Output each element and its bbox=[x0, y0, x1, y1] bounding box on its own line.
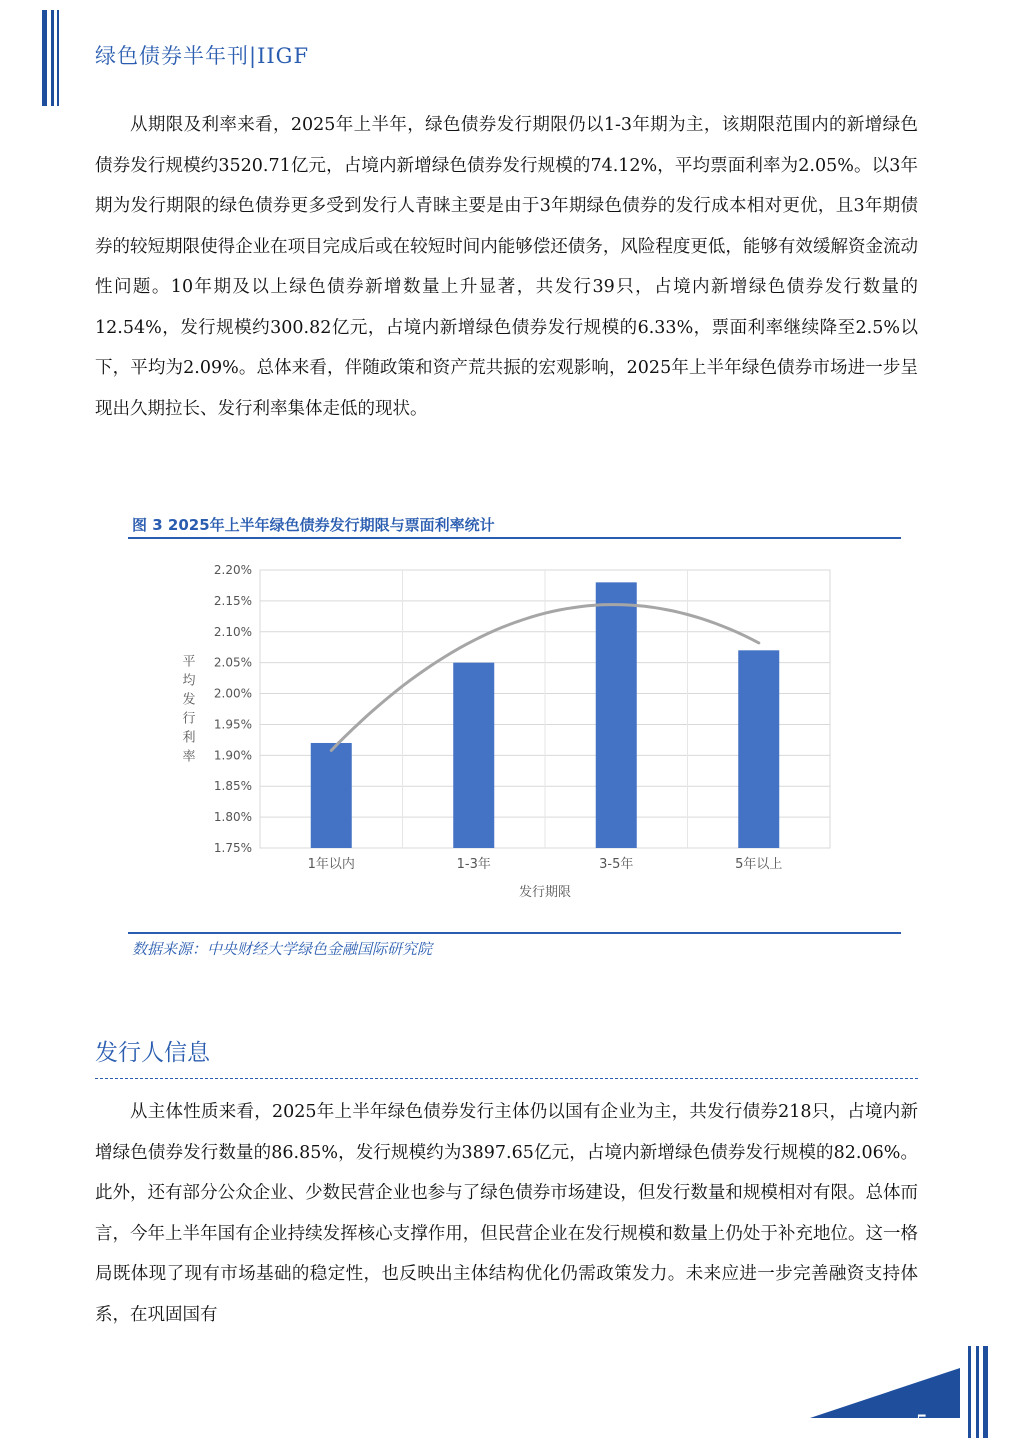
y-tick-label: 2.05% bbox=[213, 655, 252, 670]
paragraph-issuer-nature: 从主体性质来看，2025年上半年绿色债券发行主体仍以国有企业为主，共发行债券218只，占境内新增绿色债券发行数量的86.85%，发行规模约为3897.65亿元，占境内新增绿色债券发行规模的82.06%。此外，还有部分公众企业、少数民营企业也参与了绿色债券市场建设，但发行数量和规模相对有限。总体而言，今年上半年国有企业持续发挥核心支撑作用，但民营企业在发行规模和数量上仍处于补充地位。这一格局既体现了现有市场基础的稳定性，也反映出主体结构优化仍需政策发力。未来应进一步完善融资支持体系，在巩固国有 bbox=[95, 1102, 918, 1325]
y-tick-label: 2.00% bbox=[213, 686, 252, 701]
bar-2 bbox=[453, 663, 494, 848]
section-title: 发行人信息 bbox=[95, 1040, 210, 1066]
y-tick-label: 1.80% bbox=[213, 810, 252, 825]
bar-chart bbox=[160, 556, 850, 916]
running-header-title: 绿色债券半年刊|IIGF bbox=[95, 44, 310, 68]
y-tick-label: 1.90% bbox=[213, 748, 252, 763]
y-tick-label: 2.10% bbox=[213, 624, 252, 639]
paragraph-term-and-rate: 从期限及利率来看，2025年上半年，绿色债券发行期限仍以1-3年期为主，该期限范围内的新增绿色债券发行规模约3520.71亿元，占境内新增绿色债券发行规模的74.12%，平均票面利率为2.05%。以3年期为发行期限的绿色债券更多受到发行人青睐主要是由于3年期绿色债券的发行成本相对更优，且3年期债券的较短期限使得企业在项目完成后或在较短时间内能够偿还债务，风险程度更低，能够有效缓解资金流动性问题。10年期及以上绿色债券新增数量上升显著，共发行39只，占境内新增绿色债券发行数量的12.54%，发行规模约300.82亿元，占境内新增绿色债券发行规模的6.33%，票面利率继续降至2.5%以下，平均为2.09%。总体来看，伴随政策和资产荒共振的宏观影响，2025年上半年绿色债券市场进一步呈现出久期拉长、发行利率集体走低的现状。 bbox=[95, 115, 918, 419]
y-tick-label: 2.15% bbox=[213, 593, 252, 608]
figure-top-rule bbox=[128, 537, 901, 539]
y-tick-label: 1.95% bbox=[213, 717, 252, 732]
y-axis-title: 平均发行利率 bbox=[182, 654, 196, 765]
page-number: 5 bbox=[916, 1412, 928, 1432]
section-dashed-rule bbox=[95, 1078, 918, 1079]
decorative-bars-top-left bbox=[42, 10, 62, 106]
figure-bottom-rule bbox=[128, 932, 901, 934]
bar-1 bbox=[311, 743, 352, 848]
figure-source: 数据来源：中央财经大学绿色金融国际研究院 bbox=[132, 940, 433, 958]
x-tick-label: 5年以上 bbox=[735, 857, 783, 872]
decorative-bars-bottom-right bbox=[968, 1346, 990, 1438]
y-tick-label: 1.75% bbox=[213, 841, 252, 855]
y-tick-label: 2.20% bbox=[213, 563, 252, 577]
bar-4 bbox=[738, 650, 779, 848]
y-tick-label: 1.85% bbox=[213, 779, 252, 794]
x-tick-label: 1年以内 bbox=[307, 857, 355, 872]
page-number-triangle bbox=[810, 1368, 960, 1420]
bar-3 bbox=[596, 582, 637, 848]
x-axis-title: 发行期限 bbox=[518, 885, 572, 900]
x-tick-label: 3-5年 bbox=[599, 857, 634, 872]
x-tick-label: 1-3年 bbox=[456, 857, 491, 872]
figure-title: 图 3 2025年上半年绿色债券发行期限与票面利率统计 bbox=[132, 516, 495, 534]
